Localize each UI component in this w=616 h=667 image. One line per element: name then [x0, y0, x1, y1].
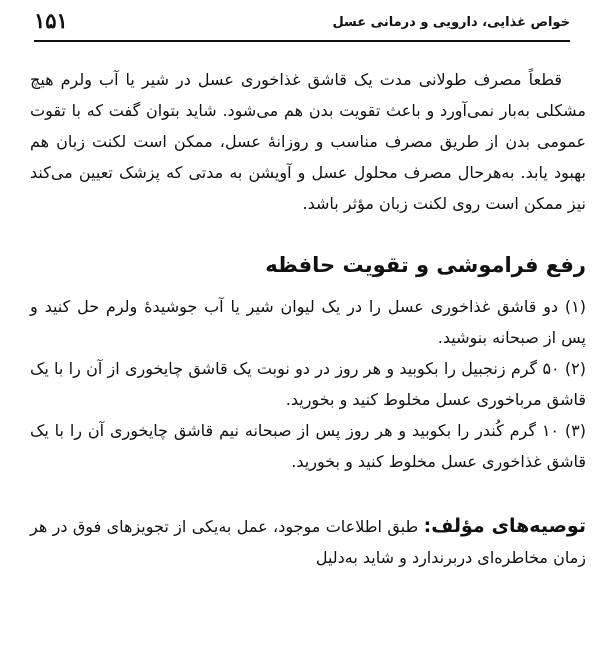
header-rule [34, 40, 570, 42]
remedy-item-1 [30, 291, 586, 353]
remedy-item-2 [30, 353, 586, 415]
author-advice [30, 511, 586, 573]
item-text: ۵۰ گرم زنجبیل را بکوبید و هر روز در دو نوبت یک قاشق چایخوری از آن را با یک قاشق مرباخوری عسل مخلوط کنید و بخورید. [30, 359, 586, 409]
intro-paragraph: قطعاً مصرف طولانی مدت یک قاشق غذاخوری عسل در شیر یا آب ولرم هیچ مشکلی به‌بار نمی‌آورد و باعث تقویت بدن هم می‌شود. شاید بتوان گفت که با تقوت عمومی بدن از طریق مصرف مناسب و روزانهٔ عسل، ممکن است لکنت زبان هم بهبود یابد. به‌هرحال مصرف محلول عسل و آویشن به مدتی که پزشک تعیین می‌کند نیز ممکن است روی لکنت زبان مؤثر باشد. [30, 70, 586, 213]
remedy-item-3 [30, 415, 586, 477]
page-number: ۱۵۱ [34, 8, 68, 33]
section-heading: رفع فراموشی و تقویت حافظه [265, 253, 586, 277]
page-body [30, 64, 586, 573]
advice-label: توصیه‌های مؤلف: [423, 515, 586, 537]
item-number: (۳) [564, 421, 586, 440]
item-text: دو قاشق غذاخوری عسل را در یک لیوان شیر یا آب جوشیدهٔ ولرم حل کنید و پس از صبحانه بنوشید. [30, 297, 586, 347]
item-text: ۱۰ گرم کُندر را بکوبید و هر روز پس از صبحانه نیم قاشق چایخوری آن را با یک قاشق غذاخوری عسل مخلوط کنید و بخورید. [30, 421, 586, 471]
running-head [34, 4, 570, 34]
item-number: (۲) [564, 359, 587, 378]
running-title: خواص غذایی، دارویی و درمانی عسل [332, 15, 570, 30]
item-number: (۱) [564, 297, 586, 316]
advice-text: طبق اطلاعات موجود، عمل به‌یکی از تجویزهای فوق در هر زمان مخاطره‌ای دربرندارد و شاید به‌دلیل [30, 517, 586, 567]
